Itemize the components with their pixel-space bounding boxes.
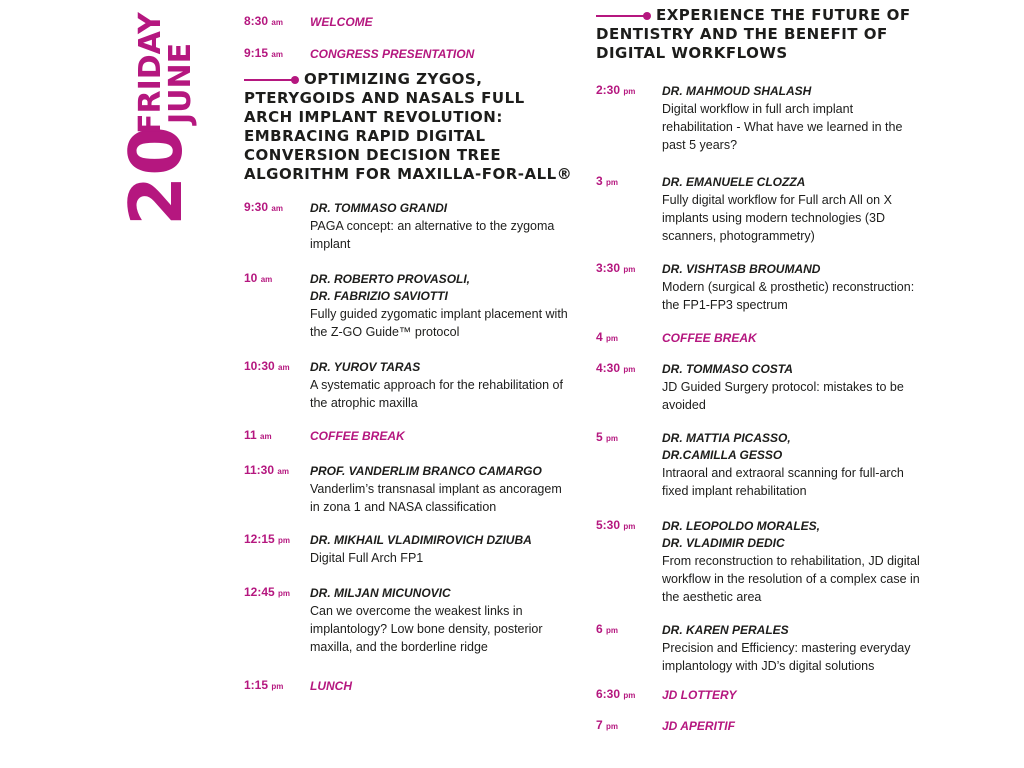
- agenda-item-welcome: [244, 14, 574, 46]
- time-label: 2:30 pm: [596, 83, 636, 97]
- agenda-item-session: [596, 361, 926, 414]
- talk-title: Fully digital workflow for Full arch All on X implants using modern technologies (3D scanners, photogrammetry): [662, 193, 892, 243]
- event-label: COFFEE BREAK: [662, 331, 757, 345]
- agenda-item-session: [244, 585, 574, 656]
- time-label: 3 pm: [596, 174, 619, 188]
- event-label: JD APERITIF: [662, 719, 735, 733]
- agenda-item-event: [596, 330, 926, 347]
- agenda-item-session: [244, 359, 574, 412]
- time-label: 12:15 pm: [244, 532, 291, 546]
- time-label: 7 pm: [596, 718, 619, 732]
- event-label: COFFEE BREAK: [310, 429, 405, 443]
- talk-title: Vanderlim’s transnasal implant as ancoragem in zona 1 and NASA classification: [310, 482, 562, 514]
- time-label: 6 pm: [596, 622, 619, 636]
- talk-title: Fully guided zygomatic implant placement with the Z-GO Guide™ protocol: [310, 307, 568, 339]
- date-weekday: FRIDAY: [133, 12, 168, 134]
- time-label: 11 am: [244, 428, 272, 442]
- time-label: 10:30 am: [244, 359, 290, 373]
- speaker-name: DR.CAMILLA GESSO: [662, 448, 783, 462]
- speaker-name: DR. LEOPOLDO MORALES,: [662, 519, 821, 533]
- time-label: 12:45 pm: [244, 585, 291, 599]
- speaker-name: DR. MILJAN MICUNOVIC: [310, 586, 451, 600]
- talk-title: Modern (surgical & prosthetic) reconstruction: the FP1-FP3 spectrum: [662, 280, 915, 312]
- date-block: [114, 12, 198, 226]
- time-label: 3:30 pm: [596, 261, 636, 275]
- speaker-name: DR. YUROV TARAS: [310, 360, 421, 374]
- time-label: 5 pm: [596, 430, 619, 444]
- agenda-item-session: [596, 83, 926, 154]
- time-label: 11:30 am: [244, 463, 289, 477]
- time-label: 4:30 pm: [596, 361, 636, 375]
- agenda-item-session: [596, 518, 926, 606]
- arrow-bullet-icon: [596, 15, 648, 17]
- left-column: [244, 14, 574, 695]
- agenda-item-event: [596, 718, 926, 735]
- speaker-name: DR. ROBERTO PROVASOLI,: [310, 272, 471, 286]
- section-title-right: EXPERIENCE THE FUTURE OF DENTISTRY AND THE BENEFIT OF DIGITAL WORKFLOWS: [596, 6, 911, 62]
- agenda-item-event: [596, 687, 926, 704]
- speaker-name: DR. MATTIA PICASSO,: [662, 431, 791, 445]
- event-label: LUNCH: [310, 679, 352, 693]
- speaker-name: DR. VLADIMIR DEDIC: [662, 536, 785, 550]
- agenda-item-event: [244, 428, 574, 445]
- speaker-name: DR. VISHTASB BROUMAND: [662, 262, 821, 276]
- speaker-name: DR. TOMMASO COSTA: [662, 362, 793, 376]
- talk-title: Digital Full Arch FP1: [310, 551, 424, 565]
- time-label: 6:30 pm: [596, 687, 636, 701]
- speaker-name: DR. FABRIZIO SAVIOTTI: [310, 289, 448, 303]
- time-label: 1:15 pm: [244, 678, 284, 692]
- talk-title: Precision and Efficiency: mastering everyday implantology with JD’s digital solutions: [662, 641, 911, 673]
- time-label: 10 am: [244, 271, 273, 285]
- agenda-item-session: [244, 200, 574, 253]
- agenda-item-session: [244, 532, 574, 567]
- arrow-bullet-icon: [244, 79, 296, 81]
- speaker-name: DR. TOMMASO GRANDI: [310, 201, 448, 215]
- date-month: JUNE: [163, 42, 198, 124]
- agenda-item-congress: [244, 46, 574, 70]
- time-label: 4 pm: [596, 330, 619, 344]
- time-label: 5:30 pm: [596, 518, 636, 532]
- time-label: 9:30 am: [244, 200, 283, 214]
- section-title-left: OPTIMIZING ZYGOS, PTERYGOIDS AND NASALS FULL ARCH IMPLANT REVOLUTION: EMBRACING RAPID DIGITAL CONVERSION DECISION TREE ALGORITHM FOR MAXILLA-FOR-ALL®: [244, 70, 573, 183]
- talk-title: Digital workflow in full arch implant rehabilitation - What have we learned in the past 5 years?: [662, 102, 903, 152]
- date-day-number: 20: [114, 125, 198, 226]
- talk-title: Intraoral and extraoral scanning for full-arch fixed implant rehabilitation: [662, 466, 904, 498]
- agenda-item-session: [596, 622, 926, 675]
- talk-title: Can we overcome the weakest links in implantology? Low bone density, posterior maxilla, and the borderline ridge: [310, 604, 543, 654]
- speaker-name: DR. KAREN PERALES: [662, 623, 789, 637]
- event-label: CONGRESS PRESENTATION: [310, 47, 475, 61]
- time-label: 9:15 am: [244, 46, 283, 60]
- session-list-left: [244, 200, 574, 695]
- agenda-item-session: [596, 174, 926, 245]
- time-label: 8:30 am: [244, 14, 283, 28]
- event-label: WELCOME: [310, 15, 373, 29]
- event-label: JD LOTTERY: [662, 688, 737, 702]
- agenda-item-session: [596, 430, 926, 500]
- speaker-name: DR. MAHMOUD SHALASH: [662, 84, 812, 98]
- right-column: [596, 6, 926, 735]
- speaker-name: PROF. VANDERLIM BRANCO CAMARGO: [310, 464, 542, 478]
- talk-title: JD Guided Surgery protocol: mistakes to be avoided: [662, 380, 904, 412]
- talk-title: From reconstruction to rehabilitation, JD digital workflow in the resolution of a complex case in the aesthetic area: [662, 554, 920, 604]
- agenda-item-session: [244, 271, 574, 341]
- session-list-right: [596, 83, 926, 735]
- speaker-name: DR. MIKHAIL VLADIMIROVICH DZIUBA: [310, 533, 532, 547]
- agenda-item-session: [244, 463, 574, 516]
- talk-title: PAGA concept: an alternative to the zygoma implant: [310, 219, 555, 251]
- speaker-name: DR. EMANUELE CLOZZA: [662, 175, 806, 189]
- agenda-item-session: [596, 261, 926, 314]
- talk-title: A systematic approach for the rehabilitation of the atrophic maxilla: [310, 378, 563, 410]
- agenda-item-event: [244, 678, 574, 695]
